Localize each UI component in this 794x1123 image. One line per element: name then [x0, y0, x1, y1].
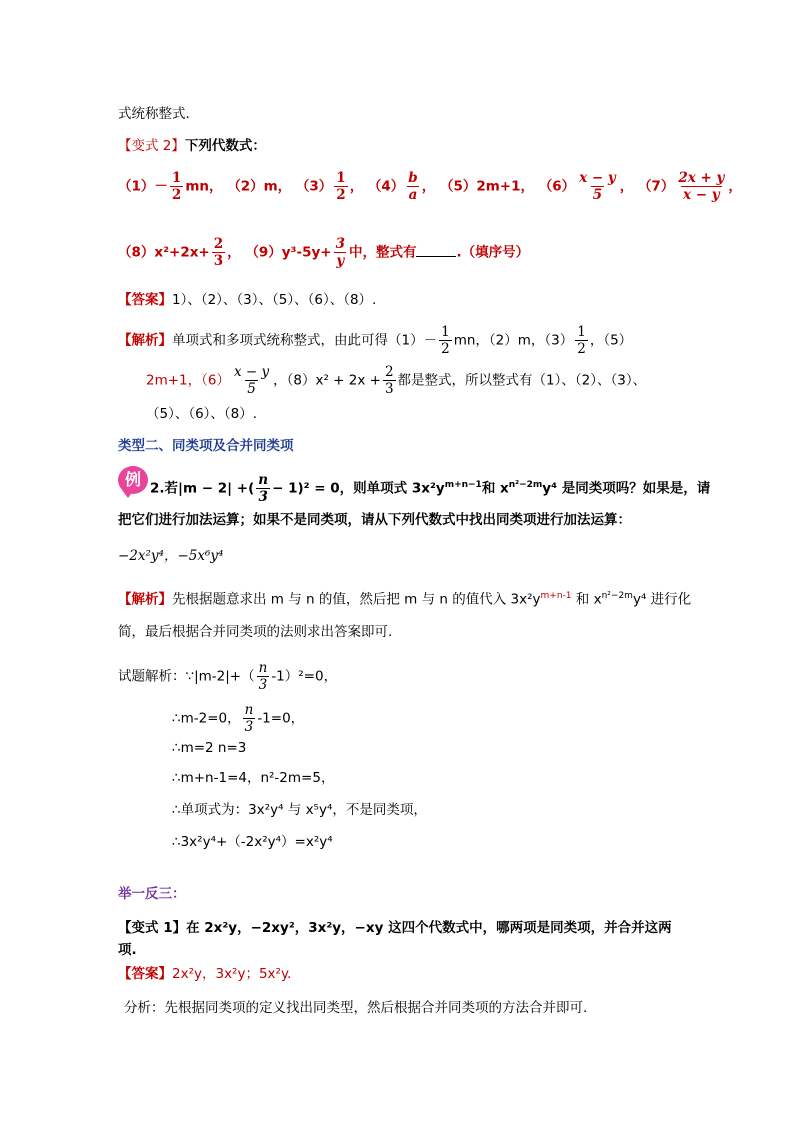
analysis-text: ，（5）	[589, 332, 633, 349]
analysis-text: 都是整式，所以整式有（1）、（2）、（3）、	[397, 372, 647, 389]
answer-tag: 【答案】	[118, 292, 172, 308]
solution-text: -1）²=0，	[271, 668, 338, 685]
answer-text: 2x²y，3x²y；5x²y.	[172, 966, 292, 982]
answer-tag: 【答案】	[118, 966, 172, 982]
practice-heading: 举一反三：	[118, 886, 186, 902]
practice-analysis: 分析：先根据同类项的定义找出同类型，然后根据合并同类项的方法合并即可.	[124, 1000, 588, 1016]
fraction: $\frac{1}{2}$	[336, 170, 346, 203]
fraction: $\frac{3}{y}$	[335, 236, 345, 269]
analysis-text: y⁴ 进行化	[632, 591, 692, 608]
item-1-suffix: mn，	[185, 178, 223, 195]
item-7-prefix: （7）	[637, 178, 675, 195]
practice-question-line1	[118, 918, 672, 938]
variant-prompt: 下列代数式：	[184, 138, 266, 154]
question-text: 和 x	[481, 480, 509, 497]
question-text: − 1)² = 0，则单项式 3x²y	[272, 480, 445, 497]
example-2-analysis-line2: 简，最后根据合并同类项的法则求出答案即可.	[118, 624, 393, 640]
comma: ，	[227, 244, 241, 261]
example-badge: 例	[118, 466, 148, 494]
analysis-text: 单项式和多项式统称整式，由此可得（1）－	[172, 332, 438, 349]
item-8-prefix: （8）x²+2x+	[118, 244, 210, 261]
fraction: $\frac{2}{3}$	[213, 236, 224, 269]
fraction: $\frac{1}{2}$	[171, 170, 182, 203]
item-9-prefix: （9）y³-5y+	[245, 244, 332, 261]
fraction: $\frac{1}{2}$	[441, 324, 450, 357]
answer-text: 1）、（2）、（3）、（5）、（6）、（8）.	[172, 292, 377, 308]
variant-2-items-line2	[118, 236, 529, 269]
item-9-suffix: 中，整式有	[348, 244, 417, 261]
variant-2-analysis-line3: （5）、（6）、（8）.	[146, 406, 258, 422]
solution-line-2: ∴m=2 n=3	[172, 740, 247, 756]
analysis-tag: 【解析】	[118, 591, 172, 608]
solution-line-5: ∴3x²y⁴+（-2x²y⁴）=x²y⁴	[172, 834, 333, 850]
variant-2-answer	[118, 290, 376, 310]
analysis-tag: 【解析】	[118, 332, 172, 349]
line-continuation: 式统称整式.	[118, 106, 190, 122]
comma: ，	[349, 178, 364, 195]
question-text: 在 2x²y，−2xy²，3x²y，−xy 这四个代数式中，哪两项是同类项，并合并这两	[186, 920, 672, 936]
practice-question-line2: 项.	[118, 942, 137, 958]
example-2-question-line1	[150, 472, 710, 505]
example-2-analysis-line1	[118, 586, 691, 610]
solution-line-4: ∴单项式为：3x²y⁴ 与 x⁵y⁴，不是同类项，	[172, 802, 427, 818]
solution-line-1	[172, 702, 304, 735]
comma: ，	[619, 178, 634, 195]
analysis-text: 和 x	[571, 591, 602, 608]
fraction: $\frac{b}{a}$	[408, 170, 418, 203]
exponent: n²−2m	[508, 480, 543, 490]
item-2: （2）m，	[227, 178, 292, 195]
fraction: $\frac{n}{3}$	[258, 660, 268, 693]
example-2-expressions: −2x²y⁴，−5x⁶y⁴	[118, 548, 224, 564]
section-heading: 类型二、同类项及合并同类项	[118, 438, 294, 454]
item-3-prefix: （3）	[295, 178, 333, 195]
exponent: n²−2m	[601, 591, 633, 601]
solution-text: -1=0，	[257, 710, 305, 727]
fraction: $\frac{n}{3}$	[244, 702, 254, 735]
variant-2-items-line1	[118, 170, 742, 203]
analysis-text: ，（8）x² + 2x +	[273, 372, 381, 389]
analysis-text: mn，（2）m，（3）	[453, 332, 574, 349]
fraction: $\frac{2}{3}$	[384, 364, 394, 397]
exponent: m+n−1	[444, 480, 482, 490]
item-tail: .（填序号）	[456, 244, 530, 261]
variant-2-analysis-line2	[146, 364, 646, 397]
practice-answer	[118, 964, 291, 984]
answer-blank	[416, 242, 456, 257]
fraction: $\frac{1}{2}$	[577, 324, 586, 357]
comma: ，	[421, 178, 436, 195]
variant-2-heading	[118, 136, 266, 156]
exponent: m+n-1	[540, 591, 572, 601]
item-4-prefix: （4）	[367, 178, 405, 195]
example-2-question-line2: 把它们进行加法运算；如果不是同类项，请从下列代数式中找出同类项进行加法运算：	[118, 512, 631, 528]
analysis-text: 先根据题意求出 m 与 n 的值，然后把 m 与 n 的值代入 3x²y	[172, 591, 541, 608]
solution-text: ∴m-2=0，	[172, 710, 241, 727]
item-1-prefix: （1）－	[118, 178, 168, 195]
fraction: $\frac{x - y}{5}$	[233, 364, 270, 397]
variant-2-analysis-line1	[118, 324, 632, 357]
solution-line-3: ∴m+n-1=4，n²-2m=5，	[172, 770, 335, 786]
question-text: y⁴ 是同类项吗？如果是，请	[542, 480, 711, 497]
item-6-prefix: （6）	[538, 178, 576, 195]
fraction: $\frac{2x + y}{x - y}$	[678, 170, 725, 203]
variant-tag: 【变式 2】	[118, 138, 185, 154]
comma: ，	[728, 178, 742, 195]
fraction: $\frac{n}{3}$	[258, 472, 269, 505]
fraction: $\frac{x - y}{5}$	[579, 170, 616, 203]
item-5: （5）2m+1，	[439, 178, 535, 195]
analysis-text: 2m+1，（6）	[146, 372, 230, 389]
variant-tag: 【变式 1】	[118, 920, 187, 936]
question-text: 2.若|m − 2| +(	[150, 480, 255, 497]
solution-line-0	[118, 660, 337, 693]
solution-text: 试题解析：∵|m-2|+（	[118, 668, 255, 685]
